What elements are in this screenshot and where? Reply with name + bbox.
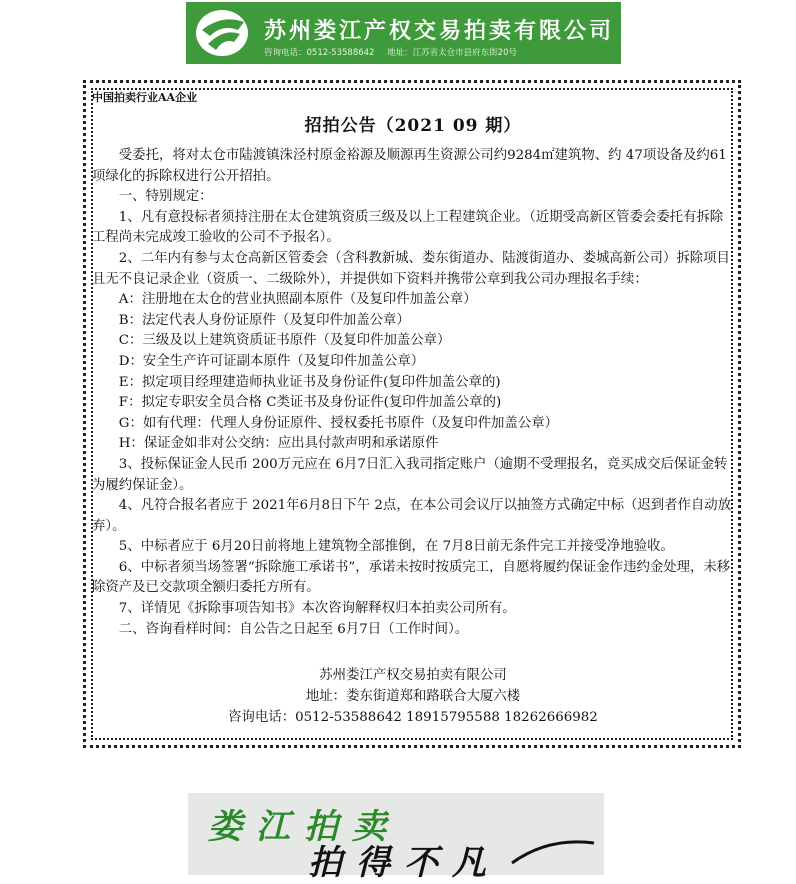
intro-paragraph: 受委托，将对太仓市陆渡镇洙泾村原金裕源及顺源再生资源公司约9284㎡建筑物、约 47项设备及约61项绿化的拆除权进行公开招拍。: [92, 148, 727, 184]
corp-tag: 中国拍卖行业AA企业: [92, 91, 198, 104]
required-doc-f: F：拟定专职安全员合格 C类证书及身份证件(复印件加盖公章的): [118, 395, 502, 411]
rule-item-6: 6、中标者须当场签署“拆除施工承诺书”，承诺未按时按质完工，自愿将履约保证金作违约金处理，未移除资产及已交款项全额归委托方所有。: [92, 559, 731, 596]
notice-title: 招拍公告（2021 09 期）: [304, 116, 522, 136]
required-doc-a: A：注册地在太仓的营业执照副本原件（及复印件加盖公章）: [118, 292, 477, 308]
slogan-line-2: 拍得不凡: [308, 843, 500, 883]
banner-contact-info: [264, 46, 527, 58]
footer-phone: 咨询电话：0512-53588642 18915795588 18262666982: [228, 710, 598, 725]
banner-phone: 咨询电话：0512-53588642: [264, 48, 375, 58]
slogan-line-1: 娄江拍卖: [208, 807, 400, 847]
footer-address: 地址：娄东街道郑和路联合大厦六楼: [305, 689, 521, 704]
required-doc-b: B：法定代表人身份证原件（及复印件加盖公章）: [118, 312, 410, 328]
required-doc-g: G：如有代理：代理人身份证原件、授权委托书原件（及复印件加盖公章）: [118, 415, 558, 431]
footer-company: 苏州娄江产权交易拍卖有限公司: [319, 668, 507, 683]
slogan-banner: [188, 793, 604, 883]
section-special-rules: 一、特别规定：: [118, 189, 213, 205]
notice-footer: [92, 665, 734, 728]
banner-address: 地址：江苏省太仓市县府东街20号: [387, 48, 517, 58]
rule-item-1: 1、凡有意投标者须持注册在太仓建筑资质三级及以上工程建筑企业。（近期受高新区管委会委托有拆除工程尚未完成竣工验收的公司不予报名）。: [92, 209, 724, 246]
notice-body: [92, 146, 734, 640]
header-banner: [186, 2, 621, 64]
rule-item-3: 3、投标保证金人民币 200万元应在 6月7日汇入我司指定账户（逾期不受理报名，竞买成交后保证金转为履约保证金）。: [92, 456, 728, 493]
banner-company-name: 苏州娄江产权交易拍卖有限公司: [264, 19, 615, 44]
rule-item-5: 5、中标者应于 6月20日前将地上建筑物全部推倒，在 7月8日前无条件完工并接受净地验收。: [118, 539, 674, 555]
required-doc-e: E：拟定项目经理建造师执业证书及身份证件(复印件加盖公章的): [118, 374, 501, 390]
swoosh-icon: [508, 833, 598, 873]
required-doc-h: H：保证金如非对公交纳：应出具付款声明和承诺原件: [118, 436, 439, 452]
rule-item-2: 2、二年内有参与太仓高新区管委会（含科教新城、娄东街道办、陆渡街道办、娄城高新公司）拆除项目且无不良记录企业（资质一、二级除外），并提供如下资料并携带公章到我公司办理报名手续：: [92, 250, 730, 287]
rule-item-7: 7、详情见《拆除事项告知书》本次咨询解释权归本拍卖公司所有。: [118, 601, 516, 617]
required-doc-d: D：安全生产许可证副本原件（及复印件加盖公章）: [118, 353, 425, 369]
required-doc-c: C：三级及以上建筑资质证书原件（及复印件加盖公章）: [118, 333, 451, 349]
company-logo-icon: [194, 8, 250, 58]
rule-item-4: 4、凡符合报名者应于 2021年6月8日下午 2点，在本公司会议厅以抽签方式确定中标（迟到者作自动放弃）。: [92, 498, 732, 534]
section-consult-time: 二、咨询看样时间：自公告之日起至 6月7日（工作时间）。: [118, 621, 469, 637]
